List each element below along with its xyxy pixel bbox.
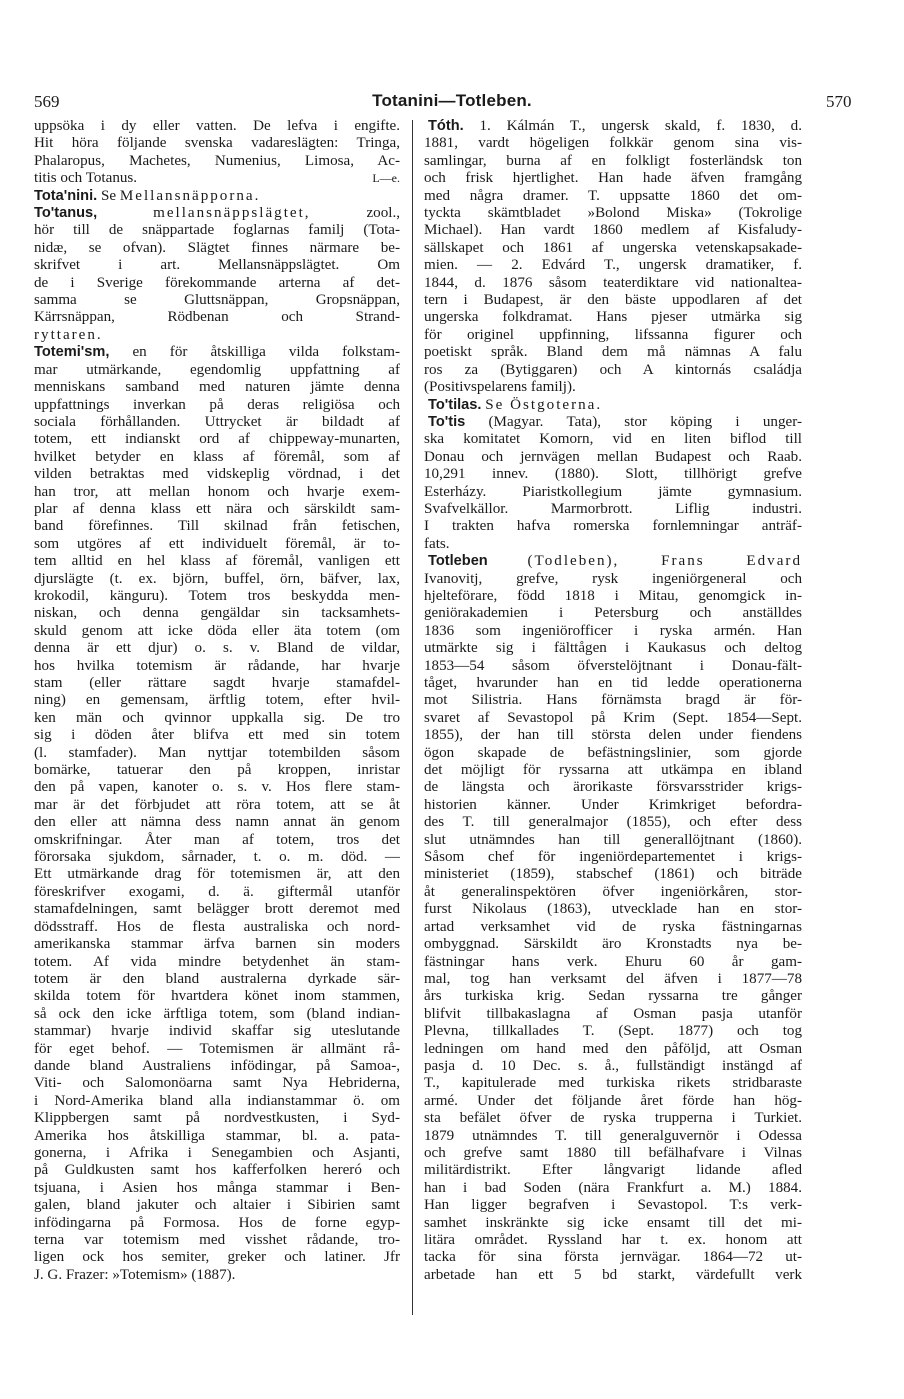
page-number-left: 569	[34, 92, 60, 111]
text-line: gonerna, i Afrika i Senegambien och Asjanti,	[34, 1144, 400, 1161]
text-line: Viti- och Salomonöarna samt Nya Hebriderna,	[34, 1075, 400, 1092]
text-line: pasja d. 10 Dec. s. å., fullständigt instängd af	[424, 1057, 802, 1074]
text-line: i Nord-Amerika bland alla indianstammar ö. om	[34, 1092, 400, 1109]
text-line: sällskapet och 1861 af ungerska vetenskapsakade-	[424, 239, 802, 256]
entry-text: 1. Kálmán T., ungersk skald, f. 1830, d.	[479, 118, 802, 134]
page-number-right: 570	[826, 92, 852, 111]
cross-reference: Se Östgoterna.	[485, 396, 603, 413]
text-line: med några dramer. T. uppsatte 1860 det om-	[424, 187, 802, 204]
text-line: krokodil, känguru). Totem tros beskydda men-	[34, 587, 400, 604]
text-line: infödingarna på Formosa. Hos de forne egyp-	[34, 1214, 400, 1231]
headword: Totleben	[428, 553, 488, 570]
text-line: som utgöres af ett individuelt föremål, är to-	[34, 535, 400, 552]
text-line: historien känner. Under Krimkriget befordra-	[424, 796, 802, 813]
text-line: nidæ, se ofvan). Slägtet finnes närmare be-	[34, 239, 400, 256]
text-line: 1855), der han till största delen under fiendens	[424, 727, 802, 744]
text-line: ryttaren.	[34, 326, 103, 343]
text-line: och grefve samt 1880 till befälhafvare i Vilnas	[424, 1144, 802, 1161]
text-line: bomärke, tatuerar den på kroppen, inristar	[34, 762, 400, 779]
text-line: des T. till generalmajor (1855), och efter dess	[424, 814, 802, 831]
text-line: galen, bland jakuter och altaier i Sibirien samt	[34, 1197, 400, 1214]
text-line	[34, 170, 400, 187]
text-line: dande bland Australiens infödingar, på Samoa-,	[34, 1057, 400, 1074]
text-line: mar utmärkande, egendomlig uppfattning af	[34, 361, 400, 378]
text-line: Ett utmärkande drag för totemismen är, att den	[34, 866, 400, 883]
text-line: mal, tog han verksamt del äfven i 1877—78	[424, 970, 802, 987]
text-line: samma se Gluttsnäppan, Gropsnäppan,	[34, 292, 400, 309]
text-line: hjelteförare, född 1818 i Mitau, genomgick in-	[424, 587, 802, 604]
text-line: (Positivspelarens familj).	[424, 379, 576, 396]
text-line: Han ligger begrafven i Sevastopol. T:s verk-	[424, 1197, 802, 1214]
text-line: omskrifningar. Åter man af totem, tros det	[34, 831, 400, 848]
text-line: mien. — 2. Edvárd T., ungersk dramatiker, f.	[424, 257, 802, 274]
text-line: dödsstraff. Hos de flesta australiska och nord-	[34, 918, 400, 935]
text-line: på Guldkusten samt hos kafferfolken hereró och	[34, 1162, 400, 1179]
text-line: hör till de snäppartade foglarnas familj (Tota-	[34, 222, 400, 239]
text-line: Kärrsnäppan, Rödbenan och Strand-	[34, 309, 400, 326]
text-line: militärdistrikt. Efter långvarigt lidande afled	[424, 1162, 802, 1179]
text-line: litära området. Ryssland har t. ex. honom att	[424, 1232, 802, 1248]
text-line: niskan, och denna gengäldar sin tacksamhets-	[34, 605, 400, 622]
entry-text: (Todleben), Frans Edvard	[527, 553, 802, 570]
text-line: ministeriet (1859), stabschef (1861) och biträde	[424, 866, 802, 883]
text-line: artad verksamhet vid de ryska fästningarnas	[424, 918, 802, 935]
text-line: stam (eller rättare sagdt hvarje stamafdel-	[34, 675, 400, 691]
text-line: fats.	[424, 535, 450, 552]
text-line: det möjligt för ryssarna att utkämpa en ibland	[424, 762, 802, 779]
text-line: skuld genom att icke döda eller äta totem (om	[34, 622, 400, 639]
headword: To'tilas.	[428, 396, 482, 413]
text-line: Michael). Han vardt 1860 medlem af Kisfaludy-	[424, 222, 802, 239]
headword: To'tanus,	[34, 205, 98, 222]
text-line: den på vapen, kanoter o. s. v. Hos flere stam-	[34, 779, 400, 796]
text-line: så ock den icke ärftliga totem, som (bland indian-	[34, 1005, 400, 1022]
text-line: (l. stamfader). Man nyttjar totembilden såsom	[34, 744, 400, 761]
text-line: stamafdelningen, samt belägger brott deremot med	[34, 901, 400, 918]
text-line: denna är ett djur) o. s. v. Bland de vildar,	[34, 640, 400, 657]
text-line: tern i Budapest, är den bäste uppodlaren af det	[424, 292, 802, 309]
text-line: totem. Af vida mindre betydenhet än stam-	[34, 953, 400, 970]
text-line: och frisk hjertlighet. Han hade äfven framgång	[424, 170, 802, 187]
text-line: 1879 utnämndes T. till generalguvernör i Odessa	[424, 1127, 802, 1144]
column-divider	[412, 120, 413, 1315]
text-line: totem är den bland australerna dyrkade sär-	[34, 970, 400, 987]
text-line: ken män och qvinnor uppkalla sig. De tro	[34, 709, 400, 726]
text-line: de längsta och ärorikaste försvarsstrider krigs-	[424, 779, 802, 796]
entry-totis	[424, 414, 802, 431]
headword: Totemi'sm,	[34, 344, 110, 361]
text-line: blifvit tillbakaslagna af Osman pasja utanför	[424, 1005, 802, 1022]
text-line: de i Sverige förekommande arterna af det-	[34, 274, 400, 291]
text-line: ungerska folkdramat. Hans pjeser utmärka sig	[424, 309, 802, 326]
text-line: 1836 som ingeniörofficer i ryska armén. Han	[424, 622, 802, 639]
text-line: Klippbergen samt på nordvestkusten, i Syd-	[34, 1110, 400, 1127]
text-line: fästningar hans verk. Ehuru 60 år gam-	[424, 953, 802, 970]
text-line: ska komitatet Komorn, vid en liten biflod till	[424, 431, 802, 448]
text-line: samlingar, burna af en folkligt fosterländsk ton	[424, 152, 802, 169]
text-line: sociala förhållanden. Uttrycket är bildadt af	[34, 413, 400, 430]
text-line: stammar) hvarje individ skaffar sig uteslutande	[34, 1023, 400, 1040]
text-line: han i bad Soden (nära Frankfurt a. M.) 1884.	[424, 1179, 802, 1196]
text-line: Phalaropus, Machetes, Numenius, Limosa, Ac-	[34, 152, 400, 169]
text-line: tem alltid en hel klass af föremål, vanligen ett	[34, 553, 400, 570]
text-line: förorsaka sjukdom, sårnader, t. o. m. död. —	[34, 849, 400, 866]
text-line: hos hvilka totemism är rådande, har hvarje	[34, 657, 400, 674]
text-line: Hit höra följande svenska vadareslägten: Tringa,	[34, 135, 400, 152]
right-column	[424, 118, 802, 1284]
text-line: tyckta skämtbladet »Bolond Miska» (Tokrolige	[424, 205, 802, 222]
headword: To'tis	[428, 413, 466, 430]
text-line: hvilket betyder en klass af föremål, som af	[34, 448, 400, 465]
text-line: för eget behof. — Totemismen är allmänt rå-	[34, 1040, 400, 1057]
text-line: terna var totemism med visshet rådande, tro-	[34, 1232, 400, 1248]
text-line: arbetade han ett 5 bd starkt, värdefullt verk	[424, 1266, 802, 1283]
text-line: mar är det förbjudet att röra totem, att se åt	[34, 796, 400, 813]
text-line: ledningen om hand med den påföljd, att Osman	[424, 1040, 802, 1057]
text-line: samhet inskränkte sig icke ensamt till det mi-	[424, 1214, 802, 1231]
page-title: Totanini—Totleben.	[372, 91, 532, 110]
entry-toth	[424, 118, 802, 135]
text-line: Svafvelkällor. Marmorbrott. Liflig industri.	[424, 500, 802, 517]
left-column	[34, 118, 400, 1284]
text-line: ligen ock hos semiter, greker och latiner. Jfr	[34, 1249, 400, 1266]
headword: Tota'nini.	[34, 187, 98, 204]
text-line: T., kapitulerade med turkiska rikets stridbaraste	[424, 1075, 802, 1092]
text-line: den eller att nämna dess namn annat än genom	[34, 814, 400, 831]
text-line: 1844, d. 1876 såsom teaterdiktare vid nationaltea-	[424, 274, 802, 291]
text-line: tåget, hvarunder han en tid ledde operationerna	[424, 675, 802, 691]
text-line: mot Silistria. Hans förnämsta bragd är för-	[424, 692, 802, 709]
text-line: Amerika hos åtskilliga stammar, bl. a. pata-	[34, 1127, 400, 1144]
text-line: svaret af Sevastopol på Krim (Sept. 1854—Sept.	[424, 709, 802, 726]
entry-text: mellansnäppslägtet,	[153, 205, 311, 222]
text-line: geniörakademien i Petersburg och anställdes	[424, 605, 802, 622]
entry-text: Se	[100, 187, 117, 204]
text-line: ros za (Bytiggaren) och A kintornás családja	[424, 361, 802, 378]
text-line: 1853—54 såsom öfverstelöjtnant i Donau-fält-	[424, 657, 802, 674]
entry-text: zool.,	[366, 205, 400, 222]
entry-totilas	[424, 397, 802, 414]
text-line: I trakten hafva romerska fornlemningar anträf-	[424, 518, 802, 535]
text-line: menniskans samband med naturen jämte denna	[34, 379, 400, 396]
text-line: totem, ett indianskt ord af chippeway-munarten,	[34, 431, 400, 448]
text-line: Esterházy. Piaristkollegium jämte gymnasium.	[424, 483, 802, 500]
text-line: för originel uppfinning, lifssanna figurer och	[424, 326, 802, 343]
entry-totanus	[34, 205, 400, 222]
text-line: sta befälet öfver de ryska trupperna i Turkiet.	[424, 1110, 802, 1127]
text-line: utmärkte sig i fälttågen i Kaukasus och deltog	[424, 640, 802, 657]
entry-text: en för åtskilliga vilda folkstam-	[132, 344, 400, 361]
text-line: han tror, att mellan honom och hvarje exem-	[34, 483, 400, 500]
text-line: plar af denna klass ett nära och särskildt sam-	[34, 500, 400, 517]
text-line: tacka för sina första jernvägar. 1864—72 ut-	[424, 1249, 802, 1266]
text-line: uppfattnings inverkan på deras religiösa och	[34, 396, 400, 413]
cross-reference: Mellansnäpporna.	[119, 187, 261, 204]
text-line: amerikanska stammar ärfva barnen sin moders	[34, 936, 400, 953]
text-line: sig i döden åter blifva ett med sin totem	[34, 727, 400, 744]
text-line: djurslägte (t. ex. björn, buffel, örn, bäfver, lax,	[34, 570, 400, 587]
text-line: poetiskt språk. Bland dem må nämnas A falu	[424, 344, 802, 361]
entry-totleben	[424, 553, 802, 570]
text-line: års turkiska krig. Sedan ryssarna tre gånger	[424, 988, 802, 1005]
text-line: skilda totem för hvartdera könet inom stammen,	[34, 988, 400, 1005]
text-fragment: titis och Totanus.	[34, 170, 138, 187]
text-line: Donau och jernvägen mellan Budapest och Raab.	[424, 448, 802, 465]
text-line: vilden betraktas med vidskeplig vördnad, i det	[34, 466, 400, 483]
entry-totanini	[34, 188, 400, 205]
text-line: ögon skapade de befästningslinier, som gjorde	[424, 744, 802, 761]
headword: Tóth.	[428, 118, 464, 134]
text-line: uppsöka i dy eller vatten. De lefva i engifte.	[34, 118, 400, 134]
text-line: skrifvet i art. Mellansnäppslägtet. Om	[34, 257, 400, 274]
text-line: J. G. Frazer: »Totemism» (1887).	[34, 1266, 236, 1283]
text-line: Såsom chef för ingeniördepartementet i krigs-	[424, 849, 802, 866]
text-line: band förefinnes. Till skilnad från fetischen,	[34, 518, 400, 535]
entry-text: (Magyar. Tata), stor köping i unger-	[488, 413, 802, 430]
entry-totemism	[34, 344, 400, 361]
text-line: 10,291 innev. (1880). Slott, tillhörigt grefve	[424, 466, 802, 483]
text-line: Ivanovitj, grefve, rysk ingeniörgeneral och	[424, 570, 802, 587]
text-line: furst Nikolaus (1863), utvecklade han en stor-	[424, 901, 802, 918]
text-line: 1881, vardt högeligen folkkär genom sina vis-	[424, 135, 802, 152]
text-line: ombyggnad. Särskildt äro Kronstadts nya be-	[424, 936, 802, 953]
text-line: åt generalinspektören öfver ingeniörkåren, stor-	[424, 883, 802, 900]
text-line: Plevna, tillkallades T. (Sept. 1877) och tog	[424, 1023, 802, 1040]
author-signature: L—e.	[372, 171, 400, 186]
text-line: armé. Under det följande året förde han hög-	[424, 1092, 802, 1109]
text-line: ning) en gemensam, ärftlig totem, efter hvil-	[34, 692, 400, 709]
text-line: tsjuana, i Asien hos många stammar i Ben-	[34, 1179, 400, 1196]
text-line: föreskrifver exogami, d. ä. giftermål utanför	[34, 883, 400, 900]
text-line: slut utnämndes han till generallöjtnant (1860).	[424, 831, 802, 848]
